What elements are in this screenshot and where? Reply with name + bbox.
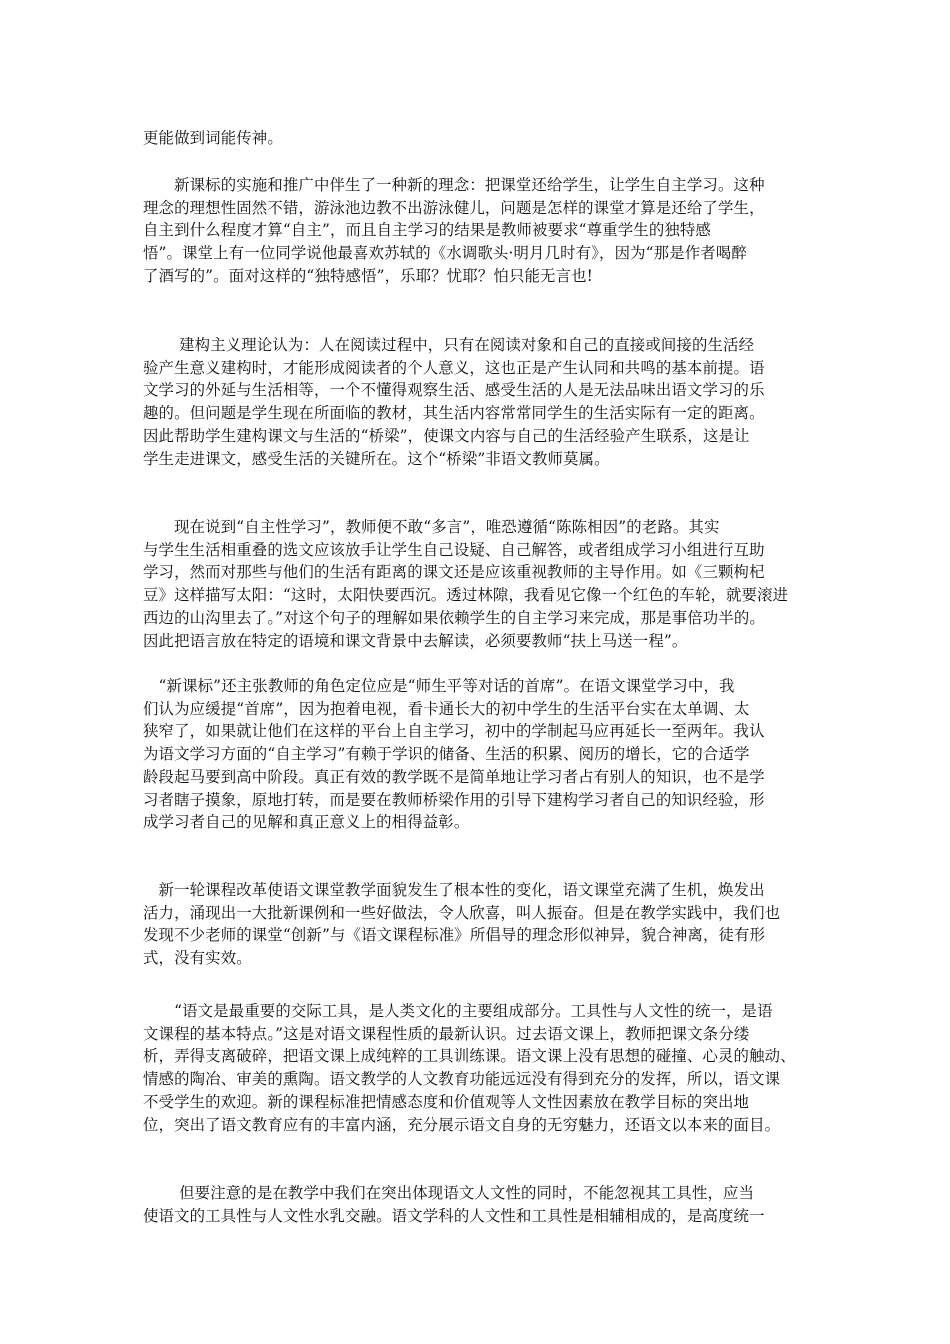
text-line: 学生走进课文，感受生活的关键所在。这个“桥梁”非语文教师莫属。	[143, 449, 610, 468]
text-line: 新课标的实施和推广中伴生了一种新的理念：把课堂还给学生，让学生自主学习。这种	[143, 176, 765, 194]
text-line: 悟”。课堂上有一位同学说他最喜欢苏轼的《水调歌头·明月几时有》，因为“那是作者喝醉	[143, 244, 747, 263]
text-line: 因此帮助学生建构课文与生活的“桥梁”，使课文内容与自己的生活经验产生联系，这是让	[143, 426, 750, 445]
text-line: 活力，涌现出一大批新课例和一些好做法，令人欣喜，叫人振奋。但是在教学实践中，我们也	[143, 903, 781, 922]
text-line: 现在说到“自主性学习”，教师便不敢“多言”，唯恐遵循“陈陈相因”的老路。其实	[143, 518, 720, 536]
text-line: 更能做到词能传神。	[143, 129, 283, 147]
text-line: 自主到什么程度才算“自主”，而且自主学习的结果是教师被要求“尊重学生的独特感	[143, 221, 711, 240]
text-line: 了酒写的”。面对这样的“独特感悟”，乐耶？忧耶？怕只能无言也!	[143, 266, 593, 285]
text-line: 与学生生活相重叠的选文应该放手让学生自己设疑、自己解答，或者组成学习小组进行互助	[143, 540, 765, 559]
paragraph-3	[143, 334, 815, 470]
paragraph-8	[143, 1182, 815, 1227]
text-line: 发现不少老师的课堂“创新”与《语文课程标准》所倡导的理念形似神异，貌合神离，徒有形	[143, 926, 766, 945]
text-line: 使语文的工具性与人文性水乳交融。语文学科的人文性和工具性是相辅相成的，是高度统一	[143, 1206, 765, 1225]
text-line: 因此把语言放在特定的语境和课文背景中去解读，必须要教师“扶上马送一程”。	[143, 631, 688, 650]
text-line: 学习，然而对那些与他们的生活有距离的课文还是应该重视教师的主导作用。如《三颗枸杞	[143, 563, 765, 582]
text-line: 为语文学习方面的“自主学习”有赖于学识的储备、生活的积累、阅历的增长，它的合适学	[143, 745, 750, 764]
text-line: 建构主义理论认为：人在阅读过程中，只有在阅读对象和自己的直接或间接的生活经	[143, 336, 755, 354]
text-line: 理念的理想性固然不错，游泳池边教不出游泳健儿，问题是怎样的课堂才算是还给了学生，	[143, 198, 765, 217]
text-line: 成学习者自己的见解和真正意义上的相得益彰。	[143, 813, 470, 832]
text-line: 情感的陶冶、审美的熏陶。语文教学的人文教育功能远远没有得到充分的发挥，所以，语文课	[143, 1070, 781, 1089]
text-line: 析，弄得支离破碎，把语文课上成纯粹的工具训练课。语文课上没有思想的碰撞、心灵的触动、	[143, 1047, 796, 1066]
text-line: 西边的山沟里去了。”对这个句子的理解如果依赖学生的自主学习来完成，那是事倍功半的。	[143, 608, 765, 627]
text-line: 不受学生的欢迎。新的课程标准把情感态度和价值观等人文性因素放在教学目标的突出地	[143, 1092, 750, 1111]
text-line: 文课程的基本特点。”这是对语文课程性质的最新认识。过去语文课上，教师把课文条分缕	[143, 1024, 750, 1043]
text-line: 趣的。但问题是学生现在所面临的教材，其生活内容常常同学生的生活实际有一定的距离。	[143, 404, 765, 423]
paragraph-2	[143, 174, 815, 288]
text-line: “语文是最重要的交际工具，是人类文化的主要组成部分。工具性与人文性的统一，是语	[143, 1002, 773, 1020]
text-line: 习者瞎子摸象，原地打转，而是要在教师桥梁作用的引导下建构学习者自己的知识经验，形	[143, 790, 765, 809]
text-line: “新课标”还主张教师的角色定位应是“师生平等对话的首席”。在语文课堂学习中，我	[143, 677, 735, 695]
paragraph-6	[143, 879, 815, 970]
text-line: 们认为应缓提“首席”，因为抱着电视，看卡通长大的初中学生的生活平台实在太单调、太	[143, 699, 750, 718]
text-line: 新一轮课程改革使语文课堂教学面貌发生了根本性的变化，语文课堂充满了生机，焕发出	[143, 881, 765, 899]
text-line: 位，突出了语文教育应有的丰富内涵，充分展示语文自身的无穷魅力，还语文以本来的面目。	[143, 1115, 781, 1134]
text-line: 龄段起马要到高中阶段。真正有效的教学既不是简单地让学习者占有别人的知识，也不是学	[143, 767, 765, 786]
text-line: 狭窄了，如果就让他们在这样的平台上自主学习，初中的学制起马应再延长一至两年。我认	[143, 722, 765, 741]
paragraph-1	[143, 127, 815, 150]
text-line: 但要注意的是在教学中我们在突出体现语文人文性的同时，不能忽视其工具性，应当	[143, 1184, 755, 1202]
paragraph-4	[143, 516, 815, 652]
paragraph-7	[143, 1000, 815, 1136]
paragraph-5	[143, 675, 815, 834]
text-line: 文学习的外延与生活相等，一个不懂得观察生活、感受生活的人是无法品味出语文学习的乐	[143, 381, 765, 400]
text-line: 豆》这样描写太阳：“这时，太阳快要西沉。透过林隙，我看见它像一个红色的车轮，就要滚进	[143, 586, 789, 605]
text-line: 验产生意义建构时，才能形成阅读者的个人意义，这也正是产生认同和共鸣的基本前提。语	[143, 358, 765, 377]
text-line: 式，没有实效。	[143, 949, 252, 968]
